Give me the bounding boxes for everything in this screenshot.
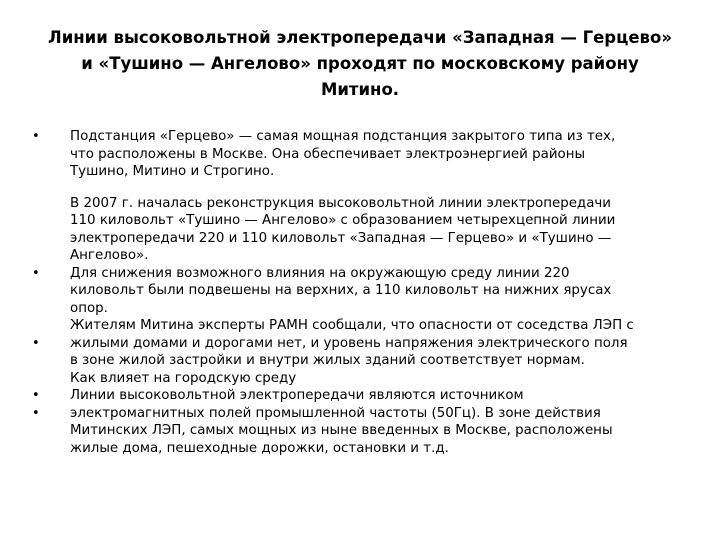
body-line: Тушино, Митино и Строгино. [70,164,275,179]
body-line: электропередачи 220 и 110 киловольт «Западная — Герцево» и «Тушино — [70,230,612,246]
body-line: электромагнитных полей промышленной частоты (50Гц). В зоне действия [70,405,601,421]
title-line: Митино. [320,80,400,99]
body-line: в зоне жилой застройки и внутри жилых зданий соответствует нормам. [70,353,585,368]
body-line: Жителям Митина эксперты РАМН сообщали, что опасности от соседства ЛЭП с [70,318,634,333]
body-line: Митинских ЛЭП, самых мощных из ныне введенных в Москве, расположены [70,423,613,438]
body-line: жилые дома, пешеходные дорожки, остановки и т.д. [70,440,449,456]
slide-title [20,25,700,103]
bullet-icon: • [32,129,40,144]
body-line: В 2007 г. началась реконструкция высоковольтной линии электропередачи [70,195,612,211]
body-line: 110 киловольт «Тушино — Ангелово» с образованием четырехцепной линии [70,213,616,228]
title-line: и «Тушино — Ангелово» проходят по московскому району [81,54,639,73]
bullet-icon: • [32,405,40,421]
body-line: жилыми домами и дорогами нет, и уровень напряжения электрического поля [70,335,628,351]
body-line: Линии высоковольтной электропередачи являются источником [70,388,524,403]
body-line: опор. [70,300,108,316]
body-line: киловольт были подвешены на верхних, а 110 киловольт на нижних ярусах [70,283,612,298]
body-line: что расположены в Москве. Она обеспечивает электроэнергией районы [70,146,586,162]
list-block [32,195,682,458]
body-line: Как влияет на городскую среду [70,370,297,386]
list-item [32,128,682,181]
body-line: Подстанция «Герцево» — самая мощная подстанция закрытого типа из тех, [70,129,616,144]
body-line: Для снижения возможного влияния на окружающую среду линии 220 [70,265,570,281]
slide-body [32,128,682,457]
body-line: Ангелово». [70,248,149,263]
title-line: Линии высоковольтной электропередачи «Западная — Герцево» [48,28,672,47]
bullet-icon: • [32,335,40,351]
bullet-icon: • [32,265,40,281]
bullet-icon: • [32,387,40,403]
